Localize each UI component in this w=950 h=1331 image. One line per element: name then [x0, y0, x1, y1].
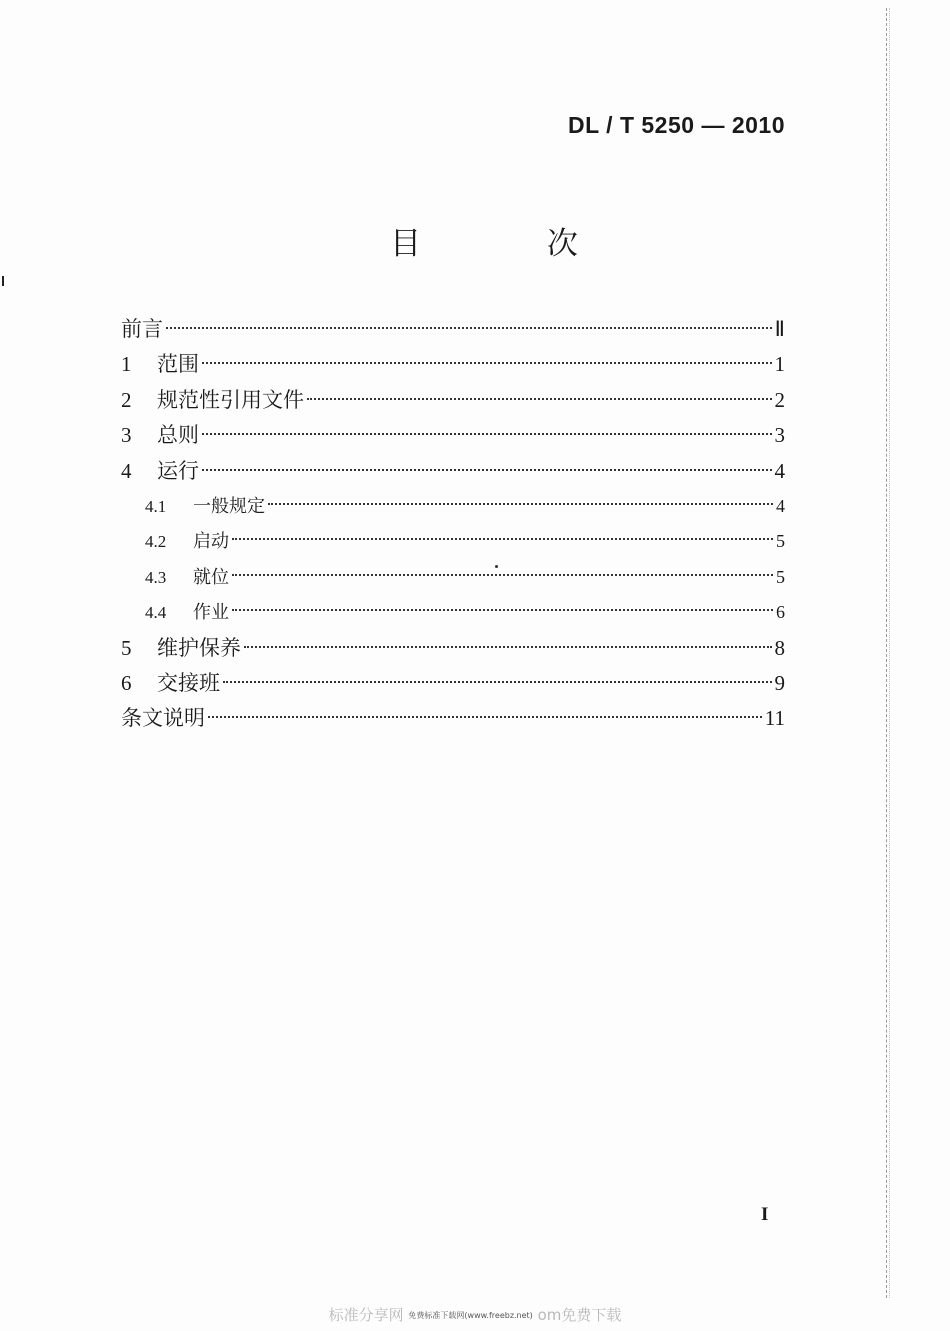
toc-entry-page: 1 — [774, 352, 785, 377]
toc-dot-leader — [232, 574, 773, 576]
toc-entry-label: 规范性引用文件 — [157, 387, 304, 412]
toc-entry-maintenance[interactable] — [121, 631, 785, 666]
toc-entry-general[interactable] — [121, 418, 785, 453]
toc-dot-leader — [307, 398, 772, 400]
toc-dot-leader — [202, 433, 772, 435]
scan-edge-line — [886, 8, 887, 1298]
standard-code: DL / T 5250 — 2010 — [568, 112, 785, 138]
toc-entry-label: 就位 — [193, 566, 229, 588]
scan-margin-mark — [2, 276, 4, 286]
toc-entry-page: 9 — [774, 670, 785, 695]
toc-entry-normative-references[interactable] — [121, 383, 785, 418]
toc-entry-number: 4.3 — [145, 567, 167, 587]
toc-entry-foreword[interactable] — [121, 312, 785, 347]
toc-entry-general-provisions[interactable] — [121, 489, 785, 524]
toc-dot-leader — [244, 646, 772, 648]
toc-entry-page: 11 — [764, 706, 785, 731]
toc-entry-number: 2 — [121, 387, 132, 412]
toc-entry-page: 4 — [774, 458, 785, 483]
watermark — [0, 1304, 950, 1325]
toc-dot-leader — [202, 469, 772, 471]
toc-entry-page: 3 — [774, 423, 785, 448]
toc-entry-number: 4.1 — [145, 496, 167, 516]
toc-entry-label: 范围 — [157, 352, 199, 377]
toc-entry-page: 2 — [774, 387, 785, 412]
toc-entry-page: Ⅱ — [774, 317, 785, 341]
page-number: I — [761, 1204, 769, 1225]
toc-entry-number: 6 — [121, 670, 132, 695]
toc-entry-label: 条文说明 — [121, 706, 205, 731]
toc-dot-leader — [223, 681, 772, 683]
toc-dot-leader — [232, 538, 773, 540]
toc-entry-label: 启动 — [193, 531, 229, 553]
toc-entry-label: 维护保养 — [157, 635, 241, 660]
watermark-small: 免费标准下载网(www.freebz.net) — [408, 1311, 533, 1320]
toc-entry-shift-handover[interactable] — [121, 666, 785, 701]
toc-entry-number: 5 — [121, 635, 132, 660]
toc-entry-positioning[interactable] — [121, 560, 785, 595]
toc-entry-scope[interactable] — [121, 347, 785, 382]
toc-entry-page: 6 — [776, 602, 785, 623]
watermark-left: 标准分享网 — [328, 1306, 404, 1324]
toc-entry-label: 一般规定 — [193, 495, 265, 517]
toc-dot-leader — [166, 327, 772, 329]
table-of-contents — [121, 312, 785, 737]
toc-entry-number: 3 — [121, 423, 132, 448]
toc-entry-page: 5 — [776, 566, 785, 587]
toc-entry-number: 4.2 — [145, 532, 167, 552]
toc-entry-label: 作业 — [193, 602, 229, 624]
toc-entry-startup[interactable] — [121, 524, 785, 559]
watermark-right: om免费下载 — [537, 1306, 622, 1324]
toc-entry-number: 4.4 — [145, 603, 167, 623]
toc-entry-operation[interactable] — [121, 454, 785, 489]
toc-dot-leader — [208, 716, 762, 718]
toc-dot-leader — [268, 503, 773, 505]
toc-entry-label: 运行 — [157, 458, 199, 483]
toc-entry-work[interactable] — [121, 595, 785, 630]
toc-entry-label: 前言 — [121, 317, 163, 341]
toc-entry-page: 8 — [774, 635, 785, 660]
scan-edge-line-secondary — [889, 8, 890, 1298]
toc-entry-label: 总则 — [157, 423, 199, 448]
toc-dot-leader — [232, 609, 773, 611]
toc-entry-number: 4 — [121, 458, 132, 483]
toc-dot-leader — [202, 362, 772, 364]
toc-entry-number: 1 — [121, 352, 132, 377]
toc-entry-page: 4 — [776, 495, 785, 516]
toc-title: 目 次 — [390, 226, 636, 262]
toc-entry-page: 5 — [776, 531, 785, 552]
toc-entry-label: 交接班 — [157, 670, 220, 695]
toc-entry-explanation[interactable] — [121, 701, 785, 736]
